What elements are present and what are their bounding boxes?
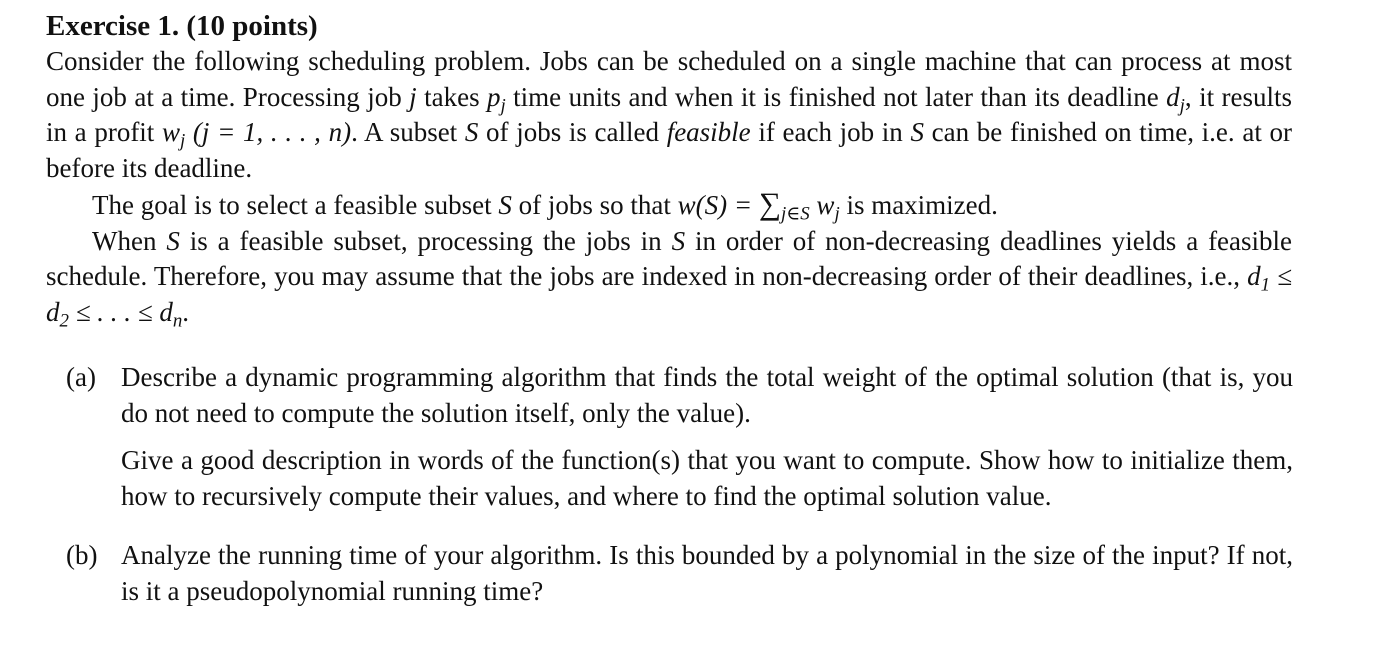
text: The goal is to select a feasible subset [92, 190, 499, 220]
text: of jobs so that [511, 190, 678, 220]
text: can be finished on time, i.e. at or before its deadline. [46, 117, 1292, 183]
text: takes [416, 81, 487, 112]
text: if each job in [750, 117, 911, 147]
text: is a feasible subset, processing the jobs in [179, 225, 672, 256]
math-index-range: (j = 1, . . . , n) [192, 117, 352, 147]
text: time units and when it is finished not later than its deadline [505, 81, 1167, 112]
math-w: $w_j$ [161, 117, 186, 152]
math-S: S [671, 225, 686, 256]
question-a [46, 360, 1293, 514]
question-instructions: Give a good description in words of the function(s) that you want to compute. Show how to initialize them, how to recursively compute their values, and where to find the optimal solution value. [121, 445, 1293, 511]
math-deadline-order: $d_1 \le d_2$ ≤ . . . ≤ $d_n$ [46, 261, 1292, 331]
math-d: $d_j$ [1166, 81, 1185, 116]
math-p: $p_j$ [487, 81, 506, 116]
question-text: Analyze the running time of your algorithm. Is this bounded by a polynomial in the size of the input? If not, is it a pseudopolynomial running time? [121, 540, 1293, 606]
text: . A subset [351, 117, 465, 147]
text: in order of non-decreasing deadlines yields a feasible schedule. Therefore, you may assume that the jobs are indexed in non-decreasing order of their deadlines, i.e., [46, 225, 1293, 291]
text: is maximized. [839, 190, 998, 220]
text: of jobs is called [478, 117, 667, 147]
question-b [46, 538, 1293, 609]
question-label: (a) [66, 362, 96, 392]
problem-statement [46, 44, 1292, 186]
math-S: S [910, 117, 924, 147]
goal-statement [46, 186, 1292, 224]
text: , it results in a profit [46, 81, 1292, 147]
question-label: (b) [66, 540, 98, 570]
ordering-statement [46, 224, 1292, 331]
text: Consider the following scheduling problem. Jobs can be scheduled on a single machine that can process at most one job at a time. Processing job [46, 46, 1292, 112]
math-S: S [166, 225, 180, 256]
feasible-term: feasible [666, 117, 751, 147]
question-list [46, 360, 1376, 609]
exercise-title: Exercise 1. (10 points) [46, 10, 318, 42]
text: When [92, 225, 167, 256]
math-j: j [409, 81, 417, 112]
math-S: S [464, 117, 479, 147]
question-text: Describe a dynamic programming algorithm that finds the total weight of the optimal solution (that is, you do not need to compute the solution itself, only the value). [121, 362, 1293, 428]
math-S: S [498, 190, 512, 220]
text: . [182, 296, 190, 327]
math-objective: $w(S) = \sum_{j\in S}$ $w_j$ [677, 186, 840, 225]
